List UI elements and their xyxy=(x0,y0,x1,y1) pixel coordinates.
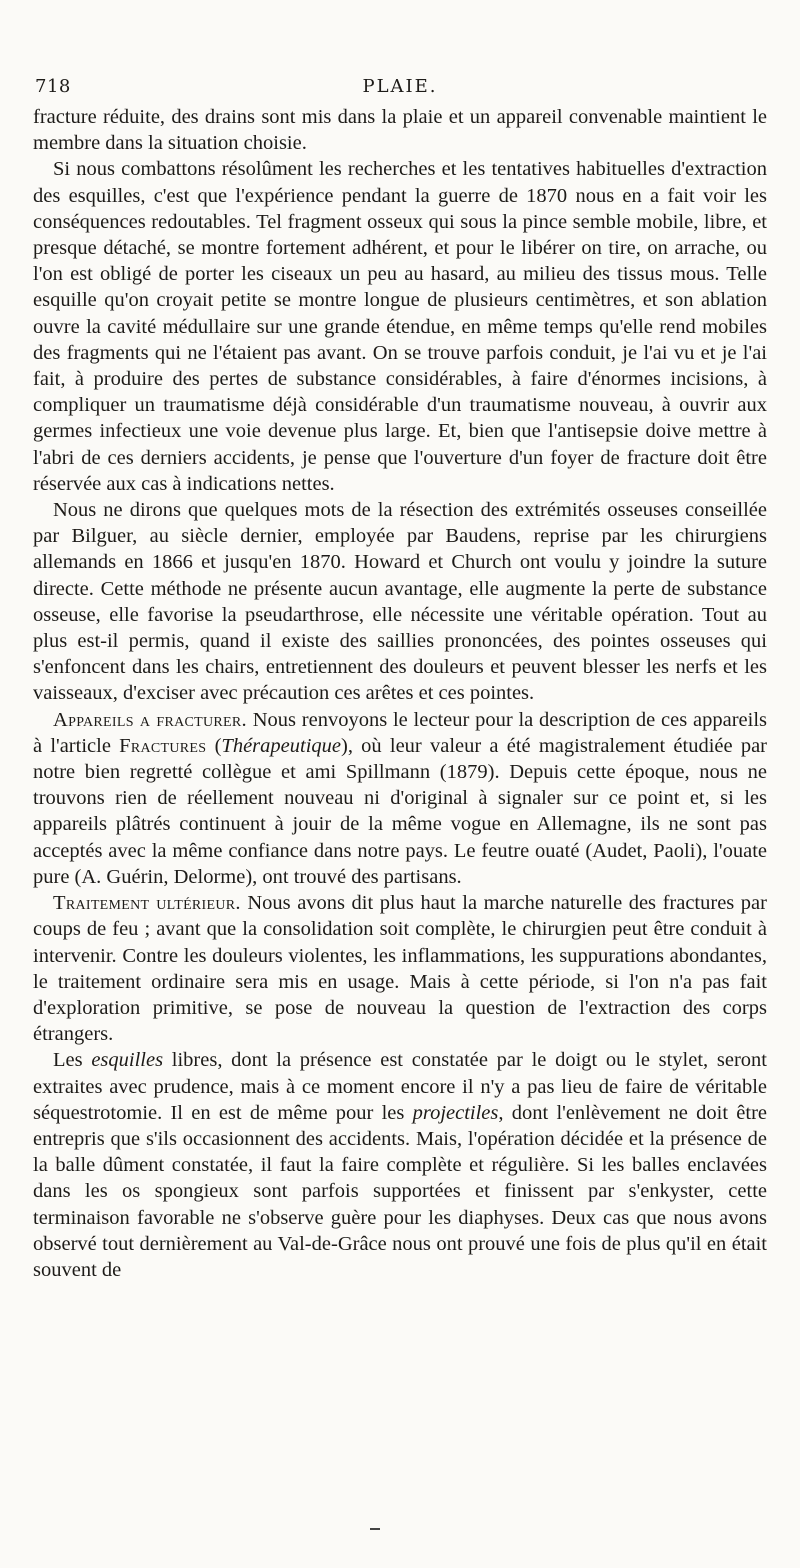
paragraph-resection: Nous ne dirons que quelques mots de la résection des extrémités osseuses conseillée par Bilguer, au siècle dernier, employée par Baudens, reprise par les chirurgiens allemands en 1866 et jusqu'en 1870. Howard et Church ont voulu y joindre la suture directe. Cette méthode ne présente aucun avantage, elle augmente la perte de substance osseuse, elle favorise la pseudarthrose, elle nécessite une véritable opération. Tout au plus est-il permis, quand il existe des saillies prononcées, des pointes osseuses qui s'enfoncent dans les chairs, entretiennent des douleurs et peuvent blesser les nerfs et les vaisseaux, d'exciser avec précaution ces arêtes et ces pointes. xyxy=(33,499,767,705)
paragraph-appareils-text-a: Nous renvoyons le lecteur pour la description de ces appareils à l'article xyxy=(33,708,767,757)
term-esquilles: esquilles xyxy=(91,1049,164,1072)
section-heading-appareils: Appareils a fracturer. xyxy=(53,708,247,731)
paragraph-esquilles-text-a: Les xyxy=(53,1049,92,1072)
paragraph-esquilles-libres xyxy=(33,1047,767,1283)
running-title: PLAIE. xyxy=(362,76,438,97)
bottom-dash-mark xyxy=(370,1528,380,1530)
page-header xyxy=(33,72,767,104)
body-text xyxy=(33,104,767,1283)
article-reference: Fractures xyxy=(119,734,207,757)
section-heading-traitement: Traitement ultérieur. xyxy=(53,892,241,915)
paragraph-continuation: fracture réduite, des drains sont mis dans la plaie et un appareil convenable maintient le membre dans la situation choisie. xyxy=(33,106,767,155)
term-projectiles: projectiles xyxy=(412,1101,499,1124)
paragraph-traitement-text: Nous avons dit plus haut la marche naturelle des fractures par coups de feu ; avant que la consolidation soit complète, le chirurgien peut être conduit à intervenir. Contre les douleurs violentes, les inflammations, les suppurations abondantes, le traitement ordinaire sera mis en usage. Mais à cette période, si l'on n'a pas fait d'exploration primitive, se pose de nouveau la question de l'extraction des corps étrangers. xyxy=(33,892,767,1046)
paragraph-traitement xyxy=(33,890,767,1047)
page-number: 718 xyxy=(35,76,71,97)
paragraph-esquilles-text-c: , dont l'enlèvement ne doit être entrepris que s'ils occasionnent des accidents. Mais, l'opération décidée et la présence de la balle dûment constatée, il faut la faire complète et régulière. Si les balles enclavées dans les os spongieux sont parfois supportées et finissent par s'enkyster, cette terminaison favorable ne s'observe guère pour les diaphyses. Deux cas que nous avons observé tout dernièrement au Val-de-Grâce nous ont prouvé une fois de plus qu'il en était souvent de xyxy=(33,1101,768,1281)
reference-open-paren: ( xyxy=(206,734,222,757)
paragraph-appareils-text-b: ), où leur valeur a été magistralement étudiée par notre bien regretté collègue et ami Spillmann (1879). Depuis cette époque, nous ne trouvons rien de réellement nouveau ni d'original à signaler sur ce point et, si les appareils plâtrés continuent à jouir de la même vogue en Allemagne, ils ne sont pas acceptés avec la même confiance dans notre pays. Le feutre ouaté (Audet, Paoli), l'ouate pure (A. Guérin, Delorme), ont trouvé des partisans. xyxy=(33,734,767,888)
paragraph-esquilles-extraction: Si nous combattons résolûment les recherches et les tentatives habituelles d'extraction des esquilles, c'est que l'expérience pendant la guerre de 1870 nous en a fait voir les conséquences redoutables. Tel fragment osseux qui sous la pince semble mobile, libre, et presque détaché, se montre fortement adhérent, et pour le libérer on tire, on arrache, ou l'on est obligé de porter les ciseaux un peu au hasard, au milieu des tissus mous. Telle esquille qu'on croyait petite se montre longue de plusieurs centimètres, et son ablation ouvre la cavité médullaire sur une grande étendue, en même temps qu'elle rend mobiles des fragments qui ne l'étaient pas avant. On se trouve parfois conduit, je l'ai vu et je l'ai fait, à produire des pertes de substance considérables, à faire d'énormes incisions, à compliquer un traumatisme déjà considérable d'un traumatisme nouveau, à ouvrir aux germes infectieux une voie devenue plus large. Et, bien que l'antisepsie doive mettre à l'abri de ces derniers accidents, je pense que l'ouverture d'un foyer de fracture doit être réservée aux cas à indications nettes. xyxy=(33,158,767,495)
reference-subtitle: Thérapeutique xyxy=(221,734,341,757)
paragraph-appareils xyxy=(33,707,767,890)
paragraph-esquilles-text-b: libres, dont la présence est constatée par le doigt ou le stylet, seront extraites avec prudence, mais à ce moment encore il n'y a pas lieu de faire de véritable séquestrotomie. Il en est de même pour les xyxy=(33,1049,767,1124)
book-page xyxy=(33,72,767,1283)
